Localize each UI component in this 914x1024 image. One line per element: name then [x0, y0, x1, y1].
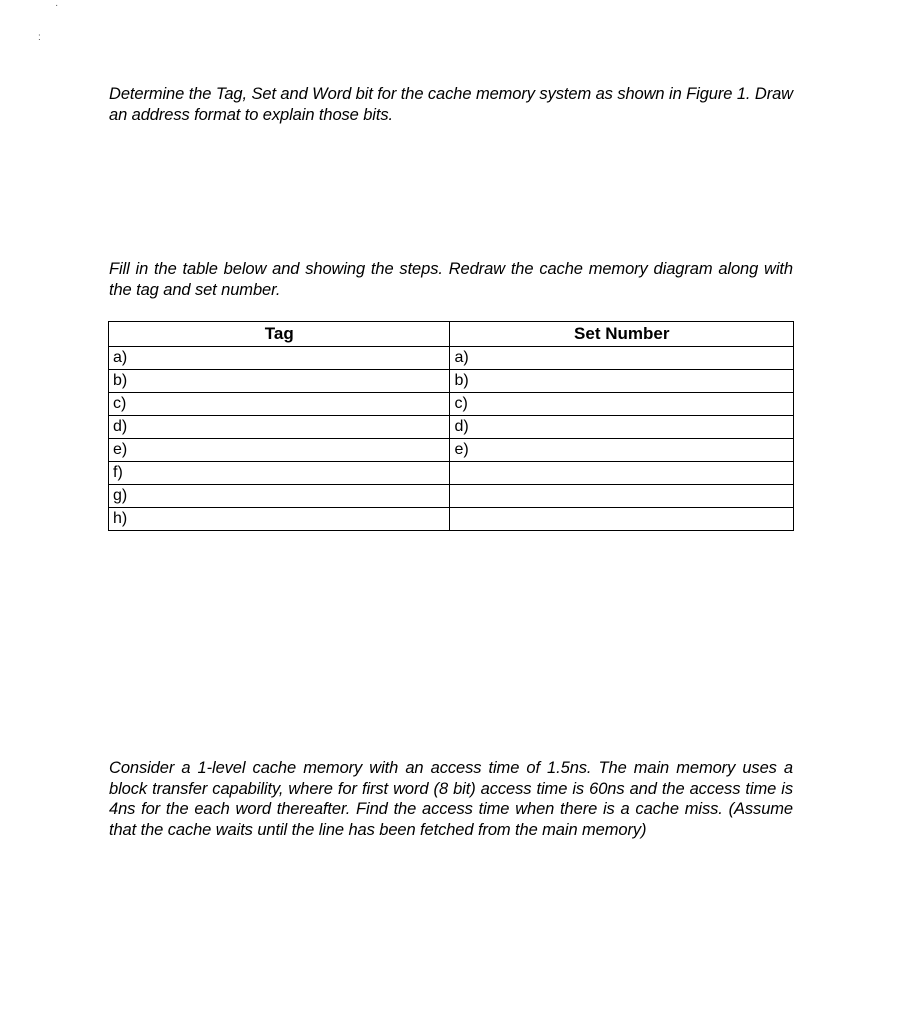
- table-row: [109, 416, 794, 439]
- set-number-cell[interactable]: b): [450, 370, 794, 393]
- tag-column-header: Tag: [109, 322, 450, 347]
- tag-cell[interactable]: e): [109, 439, 450, 462]
- question-fill-table: Fill in the table below and showing the steps. Redraw the cache memory diagram along with the tag and set number.: [109, 260, 793, 299]
- set-number-cell[interactable]: [450, 508, 794, 531]
- set-number-cell[interactable]: e): [450, 439, 794, 462]
- set-number-cell[interactable]: [450, 462, 794, 485]
- set-number-cell[interactable]: d): [450, 416, 794, 439]
- table-row: [109, 485, 794, 508]
- table-header-row: [109, 322, 794, 347]
- tag-cell[interactable]: b): [109, 370, 450, 393]
- tag-set-table: [108, 321, 794, 531]
- table-row: [109, 439, 794, 462]
- table-row: [109, 347, 794, 370]
- question-tag-set-word: Determine the Tag, Set and Word bit for the cache memory system as shown in Figure 1. Draw an address format to explain those bits.: [109, 85, 793, 124]
- tag-cell[interactable]: g): [109, 485, 450, 508]
- set-number-cell[interactable]: c): [450, 393, 794, 416]
- scan-speck: ·: [55, 0, 59, 11]
- table-row: [109, 462, 794, 485]
- table-row: [109, 393, 794, 416]
- table-row: [109, 508, 794, 531]
- tag-cell[interactable]: a): [109, 347, 450, 370]
- tag-cell[interactable]: f): [109, 462, 450, 485]
- tag-cell[interactable]: h): [109, 508, 450, 531]
- set-number-cell[interactable]: a): [450, 347, 794, 370]
- set-number-cell[interactable]: [450, 485, 794, 508]
- table-row: [109, 370, 794, 393]
- scan-speck: :: [38, 32, 41, 43]
- tag-cell[interactable]: c): [109, 393, 450, 416]
- set-number-column-header: Set Number: [450, 322, 794, 347]
- question-cache-miss-access-time: Consider a 1-level cache memory with an access time of 1.5ns. The main memory uses a block transfer capability, where for first word (8 bit) access time is 60ns and the access time is 4ns for the each word thereafter. Find the access time when there is a cache miss. (Assume that the cache waits until the line has been fetched from the main memory): [109, 759, 793, 839]
- tag-cell[interactable]: d): [109, 416, 450, 439]
